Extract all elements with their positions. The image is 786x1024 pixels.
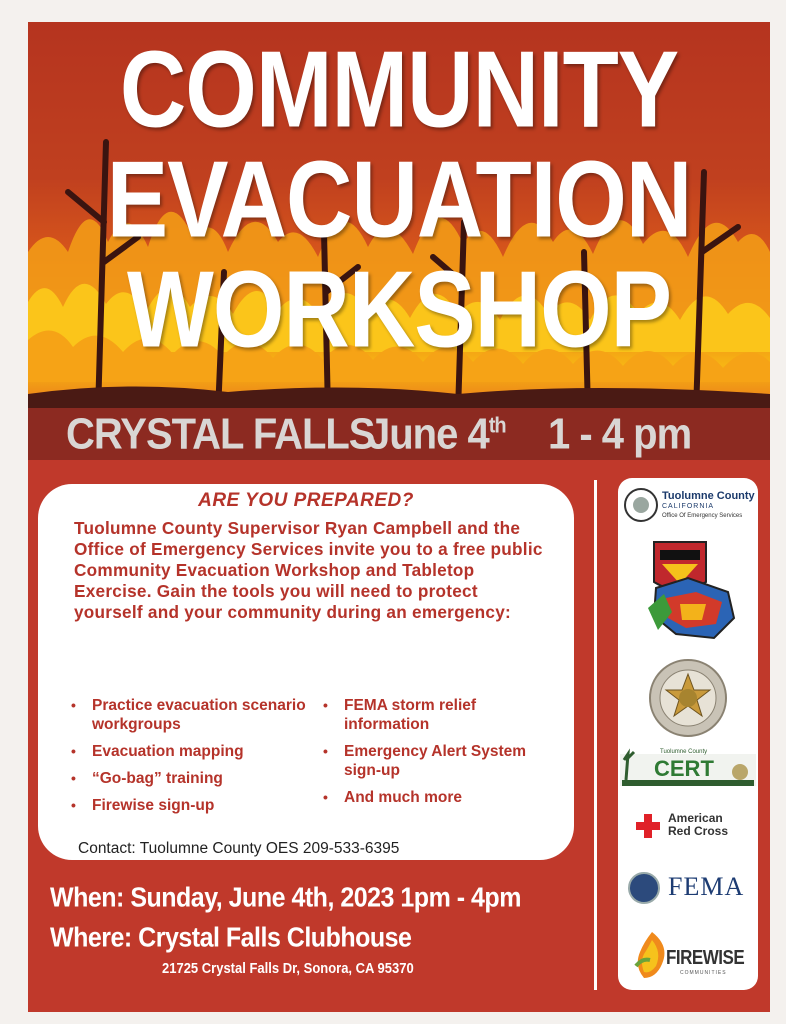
american-red-cross-logo xyxy=(636,810,756,844)
list-item: • “Go-bag” training xyxy=(68,769,308,788)
list-item: • Evacuation mapping xyxy=(68,742,308,761)
fema-wordmark: FEMA xyxy=(668,872,745,901)
tuolumne-county-state: CALIFORNIA xyxy=(662,503,715,510)
tuolumne-county-logo xyxy=(624,484,754,530)
tuolumne-county-name: Tuolumne County xyxy=(662,490,755,502)
county-seal-icon xyxy=(624,488,658,522)
contact-info: Contact: Tuolumne County OES 209-533-6395 xyxy=(78,840,400,857)
red-cross-line1: American xyxy=(668,811,723,825)
hero-fire-image xyxy=(28,22,770,412)
firewise-wordmark: FIREWISE xyxy=(666,946,745,969)
event-where: Where: Crystal Falls Clubhouse xyxy=(50,922,412,954)
info-card xyxy=(38,484,574,860)
red-cross-icon xyxy=(636,814,660,838)
partner-logos xyxy=(618,478,758,990)
tuolumne-county-office: Office Of Emergency Services xyxy=(662,513,743,519)
title-line-evacuation: EVACUATION xyxy=(106,139,692,261)
banner-date xyxy=(368,410,506,460)
activity-list-right xyxy=(320,696,550,815)
column-divider xyxy=(594,480,597,990)
banner-location: CRYSTAL FALLS xyxy=(66,410,375,459)
dhs-seal-icon xyxy=(628,872,660,904)
flyer xyxy=(28,22,770,1012)
title-line-workshop: WORKSHOP xyxy=(127,249,671,371)
title-line-community: COMMUNITY xyxy=(119,29,679,151)
event-banner xyxy=(28,408,770,460)
event-address: 21725 Crystal Falls Dr, Sonora, CA 95370 xyxy=(162,960,414,977)
fema-logo xyxy=(628,866,752,912)
firewise-subtitle: COMMUNITIES xyxy=(680,970,727,976)
banner-date-text: June 4 xyxy=(368,410,489,459)
card-intro: Tuolumne County Supervisor Ryan Campbell and the Office of Emergency Services invite you to a free public Community Evacuation Workshop and Tabletop Exercise. Gain the tools you will need to protect yourself and your community during an emergency: xyxy=(74,518,543,622)
svg-text:CERT: CERT xyxy=(654,756,714,781)
svg-text:Tuolumne County: Tuolumne County xyxy=(660,749,708,755)
calfire-county-fire-logo-icon xyxy=(636,538,740,642)
banner-time: 1 - 4 pm xyxy=(548,410,692,459)
list-item: • And much more xyxy=(320,788,550,807)
list-item: • FEMA storm relief information xyxy=(320,696,550,734)
firewise-communities-logo xyxy=(632,930,752,982)
banner-date-suffix: th xyxy=(488,414,506,439)
list-item: • Practice evacuation scenario workgroups xyxy=(68,696,308,734)
red-cross-name xyxy=(668,812,728,838)
cert-logo-icon xyxy=(620,744,756,790)
card-heading: ARE YOU PREPARED? xyxy=(198,490,414,511)
red-cross-line2: Red Cross xyxy=(668,824,729,838)
activity-list-left xyxy=(68,696,308,823)
sheriff-office-badge-icon xyxy=(648,658,728,738)
list-item: • Firewise sign-up xyxy=(68,796,308,815)
list-item: • Emergency Alert System sign-up xyxy=(320,742,550,780)
event-when: When: Sunday, June 4th, 2023 1pm - 4pm xyxy=(50,882,521,914)
